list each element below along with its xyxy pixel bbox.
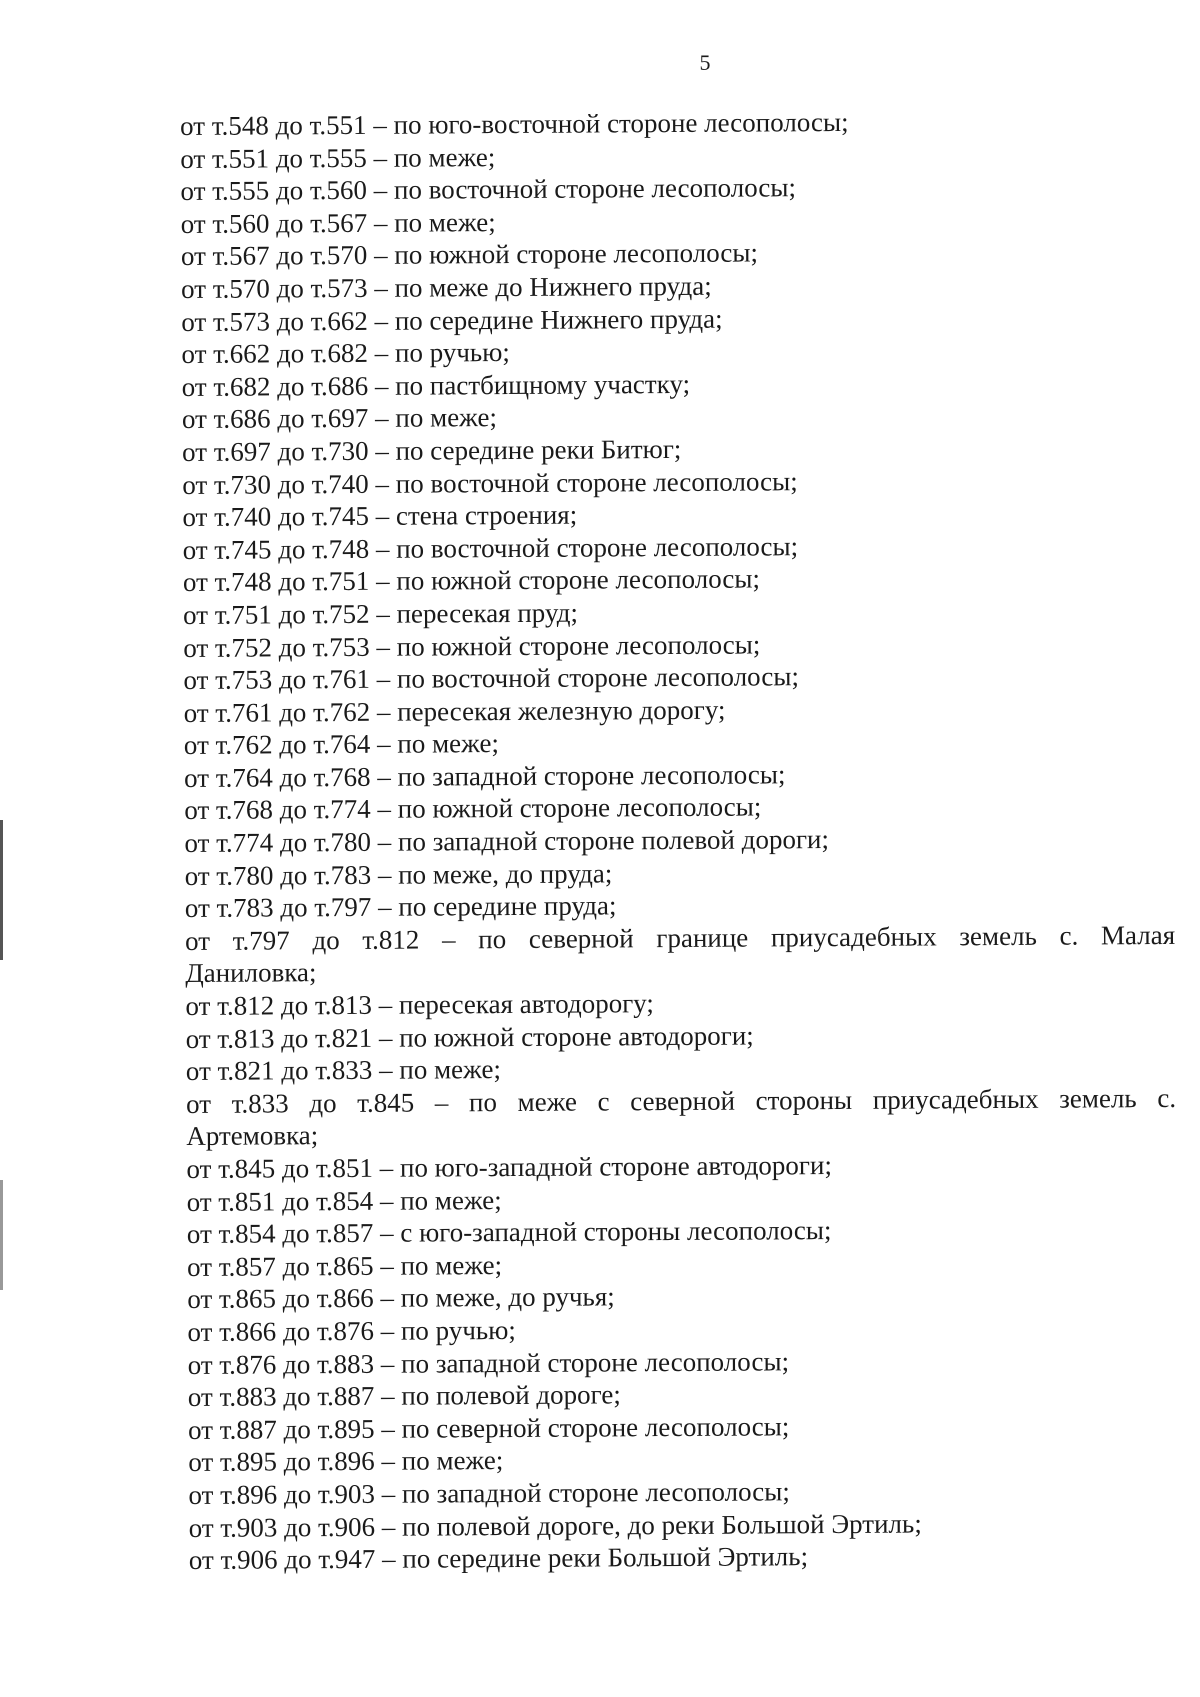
boundary-line: от т.752 до т.753 – по южной стороне лесополосы; xyxy=(183,628,761,663)
boundary-line: от т.854 до т.857 – с юго-западной стороны лесополосы; xyxy=(186,1215,832,1250)
boundary-line: от т.896 до т.903 – по западной стороне лесополосы; xyxy=(188,1476,790,1510)
boundary-line: от т.906 до т.947 – по середине реки Большой Эртиль; xyxy=(188,1541,809,1576)
boundary-line: от т.833 до т.845 – по меже с северной стороны приусадебных земель с. xyxy=(185,1082,1177,1119)
boundary-line: от т.903 до т.906 – по полевой дороге, до реки Большой Эртиль; xyxy=(188,1508,922,1543)
boundary-line: от т.821 до т.833 – по меже; xyxy=(185,1054,501,1087)
boundary-line: от т.662 до т.682 – по ручью; xyxy=(181,337,510,370)
boundary-line: от т.697 до т.730 – по середине реки Битюг; xyxy=(181,433,682,467)
boundary-line: от т.567 до т.570 – по южной стороне лесополосы; xyxy=(180,237,759,272)
boundary-line: от т.761 до т.762 – пересекая железную дорогу; xyxy=(183,694,726,728)
boundary-line: от т.883 до т.887 – по полевой дороге; xyxy=(187,1379,621,1413)
boundary-line: от т.551 до т.555 – по меже; xyxy=(180,141,496,174)
boundary-line: от т.745 до т.748 – по восточной стороне лесополосы; xyxy=(182,530,799,565)
boundary-line: от т.895 до т.896 – по меже; xyxy=(188,1445,504,1478)
boundary-line: от т.555 до т.560 – по восточной стороне лесополосы; xyxy=(180,172,797,207)
scan-edge-mark xyxy=(0,820,3,960)
boundary-line: от т.751 до т.752 – пересекая пруд; xyxy=(182,597,579,630)
boundary-line: от т.865 до т.866 – по меже, до ручья; xyxy=(187,1281,615,1315)
boundary-line: от т.768 до т.774 – по южной стороне лесополосы; xyxy=(184,791,762,826)
boundary-line: от т.851 до т.854 – по меже; xyxy=(186,1184,502,1217)
boundary-line: от т.762 до т.764 – по меже; xyxy=(183,728,499,761)
document-body xyxy=(180,104,1179,1577)
boundary-line: от т.783 до т.797 – по середине пруда; xyxy=(184,890,617,924)
boundary-line: от т.682 до т.686 – по пастбищному участку; xyxy=(181,368,691,402)
boundary-line: от т.548 до т.551 – по юго-восточной стороне лесополосы; xyxy=(180,106,849,141)
boundary-line: от т.857 до т.865 – по меже; xyxy=(186,1249,503,1282)
boundary-line: от т.812 до т.813 – пересекая автодорогу; xyxy=(185,988,654,1022)
boundary-line: от т.753 до т.761 – по восточной стороне лесополосы; xyxy=(183,661,800,696)
boundary-line: Артемовка; xyxy=(186,1120,319,1152)
scan-edge-mark xyxy=(0,1180,3,1290)
boundary-line: от т.748 до т.751 – по южной стороне лесополосы; xyxy=(182,563,761,598)
boundary-line: от т.774 до т.780 – по западной стороне полевой дороги; xyxy=(184,824,830,859)
boundary-line: от т.730 до т.740 – по восточной стороне лесополосы; xyxy=(182,465,798,500)
boundary-line: от т.686 до т.697 – по меже; xyxy=(181,402,498,435)
boundary-line: от т.887 до т.895 – по северной стороне лесополосы; xyxy=(187,1411,790,1445)
boundary-line: от т.560 до т.567 – по меже; xyxy=(180,206,496,239)
boundary-line: от т.573 до т.662 – по середине Нижнего пруда; xyxy=(181,303,723,337)
boundary-line: от т.845 до т.851 – по юго-западной стороне автодороги; xyxy=(186,1150,833,1184)
boundary-line: от т.780 до т.783 – по меже, до пруда; xyxy=(184,858,613,891)
boundary-line: от т.797 до т.812 – по северной границе приусадебных земель с. Малая xyxy=(184,919,1176,956)
boundary-line: от т.570 до т.573 – по меже до Нижнего пруда; xyxy=(181,270,712,304)
boundary-line: Даниловка; xyxy=(185,957,317,989)
boundary-line: от т.764 до т.768 – по западной стороне лесополосы; xyxy=(183,759,786,793)
page-number: 5 xyxy=(699,50,711,75)
boundary-line: от т.740 до т.745 – стена строения; xyxy=(182,499,578,533)
boundary-line: от т.866 до т.876 – по ручью; xyxy=(187,1314,516,1347)
boundary-line: от т.813 до т.821 – по южной стороне автодороги; xyxy=(185,1020,754,1054)
boundary-line: от т.876 до т.883 – по западной стороне лесополосы; xyxy=(187,1345,790,1380)
